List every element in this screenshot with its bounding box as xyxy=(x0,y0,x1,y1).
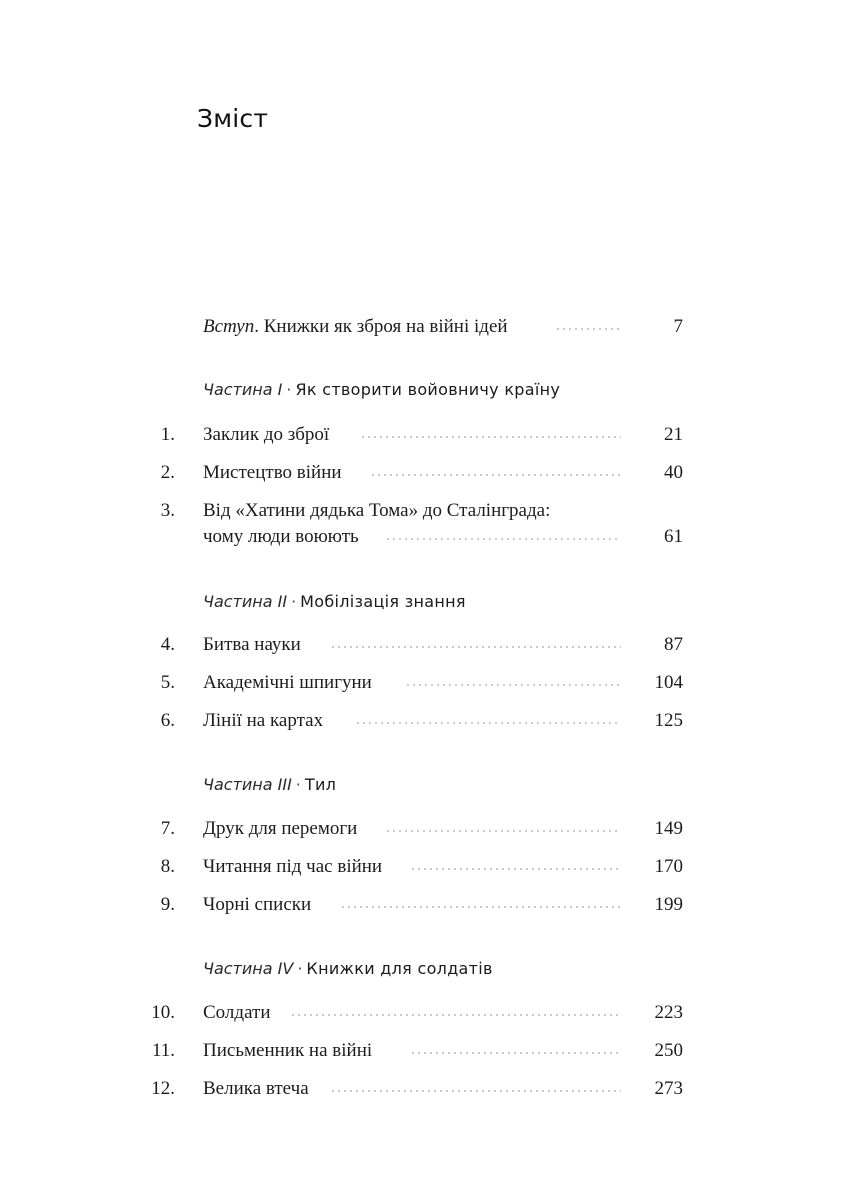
part-label: Частина IV xyxy=(203,959,294,978)
toc-entry[interactable] xyxy=(0,894,849,924)
page-number: 125 xyxy=(654,710,683,731)
toc-entry[interactable] xyxy=(0,634,849,664)
toc-entry-continuation[interactable] xyxy=(0,526,849,556)
page-number: 223 xyxy=(654,1002,683,1023)
part-label: Частина II xyxy=(203,592,288,611)
chapter-title: Академічні шпигуни xyxy=(203,672,380,694)
dot-leader xyxy=(370,474,621,476)
entry-title xyxy=(203,316,516,338)
chapter-number: 5. xyxy=(160,672,175,693)
part-name: Як створити войовничу країну xyxy=(295,380,561,399)
chapter-title-continuation: чому люди воюють xyxy=(203,526,367,548)
dot-leader xyxy=(290,1014,621,1016)
chapter-number: 3. xyxy=(160,500,175,521)
part-name: Книжки для солдатів xyxy=(306,959,493,978)
chapter-number: 1. xyxy=(160,424,175,445)
dot-leader xyxy=(330,1090,621,1092)
chapter-number: 6. xyxy=(160,710,175,731)
chapter-number: 2. xyxy=(160,462,175,483)
chapter-title: Читання під час війни xyxy=(203,856,390,878)
chapter-number: 8. xyxy=(160,856,175,877)
dot-leader xyxy=(360,436,621,438)
part-separator: · xyxy=(286,380,292,399)
part-separator: · xyxy=(291,592,297,611)
page-number: 149 xyxy=(654,818,683,839)
page-number: 170 xyxy=(654,856,683,877)
toc-entry[interactable] xyxy=(0,424,849,454)
page-number: 61 xyxy=(664,526,683,547)
dot-leader xyxy=(405,684,621,686)
chapter-number: 7. xyxy=(160,818,175,839)
page-number: 40 xyxy=(664,462,683,483)
part-separator: · xyxy=(295,775,301,794)
dot-leader xyxy=(355,722,621,724)
part-heading xyxy=(203,775,336,794)
part-label: Частина I xyxy=(203,380,283,399)
toc-entry[interactable] xyxy=(0,672,849,702)
chapter-title: Велика втеча xyxy=(203,1078,317,1100)
chapter-title: Друк для перемоги xyxy=(203,818,365,840)
page-number: 104 xyxy=(654,672,683,693)
part-name: Тил xyxy=(304,775,337,794)
dot-leader xyxy=(410,1052,621,1054)
toc-entry[interactable] xyxy=(0,1040,849,1070)
intro-separator: . xyxy=(254,316,259,337)
dot-leader xyxy=(385,538,621,540)
chapter-title: Битва науки xyxy=(203,634,309,656)
chapter-title: Заклик до зброї xyxy=(203,424,337,446)
chapter-title: Письменник на війні xyxy=(203,1040,380,1062)
part-heading xyxy=(203,592,466,611)
page-number: 7 xyxy=(673,316,683,337)
dot-leader xyxy=(385,830,621,832)
chapter-title: Від «Хатини дядька Тома» до Сталінграда: xyxy=(203,500,558,522)
page-title: Зміст xyxy=(197,104,269,133)
chapter-number: 10. xyxy=(151,1002,175,1023)
toc-entry[interactable] xyxy=(0,462,849,492)
toc-entry[interactable] xyxy=(0,710,849,740)
chapter-title: Лінії на картах xyxy=(203,710,331,732)
chapter-number: 11. xyxy=(151,1040,175,1061)
chapter-number: 9. xyxy=(160,894,175,915)
chapter-title: Чорні списки xyxy=(203,894,319,916)
page-number: 273 xyxy=(654,1078,683,1099)
intro-title: Книжки як зброя на війні ідей xyxy=(258,316,508,337)
page-number: 199 xyxy=(654,894,683,915)
toc-entry[interactable] xyxy=(0,1078,849,1108)
page-number: 21 xyxy=(664,424,683,445)
intro-label: Вступ xyxy=(203,316,255,337)
dot-leader xyxy=(555,328,621,330)
part-label: Частина III xyxy=(203,775,292,794)
part-heading xyxy=(203,959,493,978)
chapter-number: 12. xyxy=(151,1078,175,1099)
toc-entry-intro[interactable] xyxy=(0,316,849,346)
chapter-title: Мистецтво війни xyxy=(203,462,350,484)
dot-leader xyxy=(330,646,621,648)
toc-entry[interactable] xyxy=(0,1002,849,1032)
page-number: 250 xyxy=(654,1040,683,1061)
chapter-title: Солдати xyxy=(203,1002,278,1024)
toc-entry[interactable] xyxy=(0,818,849,848)
dot-leader xyxy=(410,868,621,870)
page-number: 87 xyxy=(664,634,683,655)
chapter-number: 4. xyxy=(160,634,175,655)
part-heading xyxy=(203,380,560,399)
toc-entry[interactable] xyxy=(0,856,849,886)
part-separator: · xyxy=(297,959,303,978)
part-name: Мобілізація знання xyxy=(300,592,466,611)
dot-leader xyxy=(340,906,621,908)
